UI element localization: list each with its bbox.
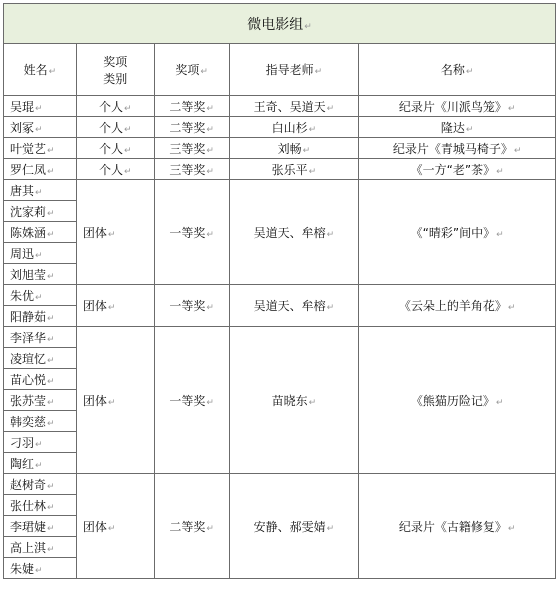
name-cell-text: 陈姝涵 xyxy=(10,225,47,240)
award-cell xyxy=(154,96,229,117)
paragraph-mark: ↵ xyxy=(47,334,55,345)
table-row xyxy=(4,285,556,306)
paragraph-mark: ↵ xyxy=(314,67,323,77)
name-cell xyxy=(4,285,77,306)
paragraph-mark: ↵ xyxy=(47,208,55,219)
paragraph-mark: ↵ xyxy=(107,523,116,534)
paragraph-mark: ↵ xyxy=(206,103,214,114)
paragraph-mark: ↵ xyxy=(47,502,55,513)
paragraph-mark: ↵ xyxy=(124,145,132,156)
table-row xyxy=(4,138,556,159)
name-cell-text: 周迅 xyxy=(10,246,35,261)
paragraph-mark: ↵ xyxy=(507,103,516,114)
paragraph-mark: ↵ xyxy=(308,124,317,135)
award-cell xyxy=(154,159,229,180)
paragraph-mark: ↵ xyxy=(206,303,214,313)
name-cell xyxy=(4,327,77,348)
name-cell xyxy=(4,138,77,159)
type-cell-text: 团体 xyxy=(82,225,107,240)
table-row xyxy=(4,96,556,117)
work-cell-text: 《“晴彩”间中》 xyxy=(410,225,496,240)
teacher-cell xyxy=(229,285,359,327)
work-cell xyxy=(359,180,556,285)
name-cell xyxy=(4,369,77,390)
type-cell-text: 个人 xyxy=(99,120,124,135)
header-work xyxy=(359,44,556,96)
name-cell xyxy=(4,306,77,327)
type-cell xyxy=(76,96,154,117)
paragraph-mark: ↵ xyxy=(47,376,55,387)
type-cell-text: 团体 xyxy=(82,519,107,534)
award-cell xyxy=(154,327,229,474)
work-cell xyxy=(359,159,556,180)
paragraph-mark: ↵ xyxy=(326,229,335,240)
table-row xyxy=(4,180,556,201)
award-cell-text: 二等奖 xyxy=(169,120,206,135)
work-cell-text: 纪录片《青城马椅子》 xyxy=(392,141,513,156)
name-cell-text: 阳静茹 xyxy=(10,309,47,324)
paragraph-mark: ↵ xyxy=(206,229,214,240)
paragraph-mark: ↵ xyxy=(47,166,55,177)
paragraph-mark: ↵ xyxy=(47,397,55,408)
header-row xyxy=(4,44,556,96)
teacher-cell-text: 刘畅 xyxy=(277,141,302,156)
paragraph-mark: ↵ xyxy=(326,103,335,114)
award-cell-text: 一等奖 xyxy=(169,393,206,408)
name-cell-text: 刁羽 xyxy=(10,435,35,450)
name-cell xyxy=(4,264,77,285)
paragraph-mark: ↵ xyxy=(302,145,311,156)
name-cell xyxy=(4,243,77,264)
paragraph-mark: ↵ xyxy=(496,166,504,177)
name-cell-text: 罗仁凤 xyxy=(10,162,47,177)
teacher-cell xyxy=(229,474,359,579)
paragraph-mark: ↵ xyxy=(304,21,312,32)
name-cell xyxy=(4,432,77,453)
award-cell-text: 三等奖 xyxy=(169,162,206,177)
type-cell xyxy=(76,285,154,327)
paragraph-mark: ↵ xyxy=(35,460,43,471)
teacher-cell-text: 白山杉 xyxy=(271,120,308,135)
header-type-line1: 奖项 xyxy=(103,54,128,69)
paragraph-mark: ↵ xyxy=(47,523,55,534)
name-cell-text: 韩奕慈 xyxy=(10,414,47,429)
table-row xyxy=(4,474,556,495)
name-cell xyxy=(4,180,77,201)
header-name-text: 姓名 xyxy=(23,63,48,77)
paragraph-mark: ↵ xyxy=(206,523,214,534)
award-cell-text: 三等奖 xyxy=(169,141,206,156)
type-cell-text: 个人 xyxy=(99,162,124,177)
work-cell xyxy=(359,138,556,159)
type-cell-text: 团体 xyxy=(82,393,107,408)
teacher-cell-text: 吴道天、牟榕 xyxy=(253,225,326,240)
paragraph-mark: ↵ xyxy=(47,481,55,492)
name-cell xyxy=(4,558,77,579)
name-cell-text: 朱婕 xyxy=(10,561,35,576)
name-cell xyxy=(4,159,77,180)
paragraph-mark: ↵ xyxy=(48,67,57,77)
type-cell xyxy=(76,117,154,138)
name-cell-text: 朱优 xyxy=(10,288,35,303)
work-cell xyxy=(359,327,556,474)
table-title xyxy=(4,4,556,44)
paragraph-mark: ↵ xyxy=(35,124,43,135)
award-cell-text: 一等奖 xyxy=(169,225,206,240)
name-cell xyxy=(4,537,77,558)
paragraph-mark: ↵ xyxy=(465,124,474,135)
paragraph-mark: ↵ xyxy=(47,544,55,555)
paragraph-mark: ↵ xyxy=(206,124,214,135)
paragraph-mark: ↵ xyxy=(47,229,55,240)
work-cell xyxy=(359,96,556,117)
header-type xyxy=(76,44,154,96)
paragraph-mark: ↵ xyxy=(124,166,132,177)
paragraph-mark: ↵ xyxy=(206,145,214,156)
type-cell xyxy=(76,180,154,285)
name-cell-text: 刘冢 xyxy=(10,120,35,135)
paragraph-mark: ↵ xyxy=(513,145,522,156)
paragraph-mark: ↵ xyxy=(35,250,43,261)
paragraph-mark: ↵ xyxy=(107,397,116,408)
work-cell-text: 纪录片《川派鸟笼》 xyxy=(398,99,507,114)
work-cell-text: 《熊猫历险记》 xyxy=(410,393,495,408)
teacher-cell xyxy=(229,117,359,138)
name-cell xyxy=(4,96,77,117)
name-cell xyxy=(4,516,77,537)
teacher-cell xyxy=(229,327,359,474)
name-cell-text: 刘旭莹 xyxy=(10,267,47,282)
header-award-text: 奖项 xyxy=(175,63,200,77)
name-cell xyxy=(4,390,77,411)
paragraph-mark: ↵ xyxy=(35,439,43,450)
award-cell xyxy=(154,285,229,327)
name-cell-text: 高上淇 xyxy=(10,540,47,555)
work-cell-text: 《云朵上的羊角花》 xyxy=(398,299,507,313)
name-cell-text: 李泽华 xyxy=(10,330,47,345)
paragraph-mark: ↵ xyxy=(47,313,55,324)
paragraph-mark: ↵ xyxy=(308,166,317,177)
work-cell xyxy=(359,285,556,327)
paragraph-mark: ↵ xyxy=(326,303,335,313)
paragraph-mark: ↵ xyxy=(124,103,132,114)
paragraph-mark: ↵ xyxy=(35,565,43,576)
teacher-cell xyxy=(229,138,359,159)
name-cell-text: 张仕林 xyxy=(10,498,47,513)
type-cell-text: 团体 xyxy=(82,299,107,313)
award-cell xyxy=(154,117,229,138)
work-cell xyxy=(359,474,556,579)
name-cell xyxy=(4,495,77,516)
table-row xyxy=(4,327,556,348)
teacher-cell xyxy=(229,159,359,180)
paragraph-mark: ↵ xyxy=(496,229,504,240)
header-work-text: 名称 xyxy=(440,63,465,77)
award-cell xyxy=(154,474,229,579)
paragraph-mark: ↵ xyxy=(35,292,43,303)
award-cell-text: 二等奖 xyxy=(169,519,206,534)
name-cell-text: 唐其 xyxy=(10,183,35,198)
paragraph-mark: ↵ xyxy=(206,166,214,177)
header-type-line2: 类别 xyxy=(103,71,128,86)
paragraph-mark: ↵ xyxy=(47,145,55,156)
award-cell-text: 一等奖 xyxy=(169,299,206,313)
paragraph-mark: ↵ xyxy=(47,271,55,282)
header-teacher xyxy=(229,44,359,96)
name-cell-text: 沈家莉 xyxy=(10,204,47,219)
type-cell-text: 个人 xyxy=(99,99,124,114)
name-cell xyxy=(4,411,77,432)
name-cell xyxy=(4,474,77,495)
table-title-text: 微电影组 xyxy=(247,16,304,33)
header-teacher-text: 指导老师 xyxy=(265,63,314,77)
type-cell xyxy=(76,327,154,474)
table-row xyxy=(4,159,556,180)
paragraph-mark: ↵ xyxy=(326,523,335,534)
paragraph-mark: ↵ xyxy=(35,103,43,114)
name-cell-text: 陶红 xyxy=(10,456,35,471)
work-cell-text: 纪录片《古籍修复》 xyxy=(398,519,507,534)
teacher-cell-text: 吴道天、牟榕 xyxy=(253,299,326,313)
paragraph-mark: ↵ xyxy=(107,303,116,313)
teacher-cell xyxy=(229,96,359,117)
teacher-cell-text: 苗晓东 xyxy=(271,393,308,408)
name-cell-text: 苗心悦 xyxy=(10,372,47,387)
name-cell-text: 凌瑄忆 xyxy=(10,351,47,366)
paragraph-mark: ↵ xyxy=(107,229,116,240)
paragraph-mark: ↵ xyxy=(507,303,516,313)
paragraph-mark: ↵ xyxy=(465,67,474,77)
award-cell xyxy=(154,180,229,285)
name-cell-text: 李珺婕 xyxy=(10,519,47,534)
award-table xyxy=(3,3,556,579)
paragraph-mark: ↵ xyxy=(35,187,43,198)
paragraph-mark: ↵ xyxy=(495,397,504,408)
teacher-cell-text: 安静、郝雯婧 xyxy=(253,519,326,534)
teacher-cell-text: 张乐平 xyxy=(271,162,308,177)
teacher-cell-text: 王奇、吴道天 xyxy=(253,99,326,114)
award-cell xyxy=(154,138,229,159)
paragraph-mark: ↵ xyxy=(47,418,55,429)
name-cell-text: 张苏莹 xyxy=(10,393,47,408)
name-cell-text: 吴琨 xyxy=(10,99,35,114)
paragraph-mark: ↵ xyxy=(200,67,208,77)
type-cell xyxy=(76,138,154,159)
name-cell xyxy=(4,453,77,474)
table-row xyxy=(4,117,556,138)
type-cell-text: 个人 xyxy=(99,141,124,156)
type-cell xyxy=(76,159,154,180)
name-cell xyxy=(4,348,77,369)
header-award xyxy=(154,44,229,96)
work-cell-text: 《一方“老”茶》 xyxy=(410,162,496,177)
name-cell-text: 赵树奇 xyxy=(10,477,47,492)
header-name xyxy=(4,44,77,96)
paragraph-mark: ↵ xyxy=(206,397,214,408)
work-cell xyxy=(359,117,556,138)
name-cell-text: 叶觉艺 xyxy=(10,141,47,156)
paragraph-mark: ↵ xyxy=(124,124,132,135)
paragraph-mark: ↵ xyxy=(47,355,55,366)
name-cell xyxy=(4,201,77,222)
name-cell xyxy=(4,222,77,243)
award-cell-text: 二等奖 xyxy=(169,99,206,114)
work-cell-text: 隆达 xyxy=(440,120,465,135)
type-cell xyxy=(76,474,154,579)
name-cell xyxy=(4,117,77,138)
paragraph-mark: ↵ xyxy=(308,397,317,408)
teacher-cell xyxy=(229,180,359,285)
paragraph-mark: ↵ xyxy=(507,523,516,534)
